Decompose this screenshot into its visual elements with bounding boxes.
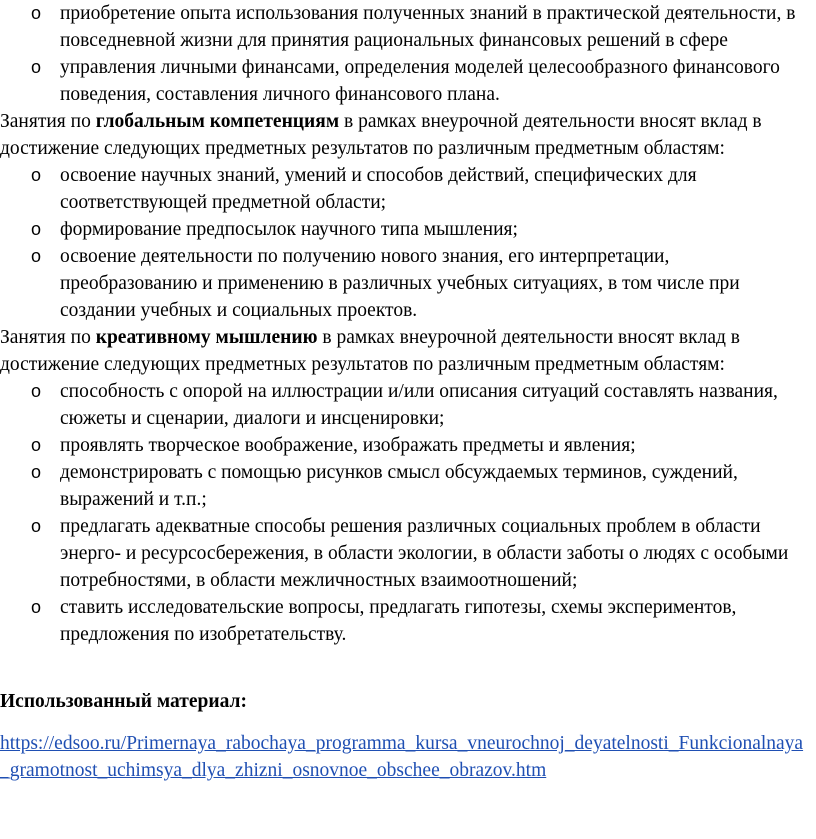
source-link[interactable]: https://edsoo.ru/Primernaya_rabochaya_programma_kursa_vneurochnoj_deyatelnosti_Funkcionalnaya_gramotnost_uchimsya_dlya_zhizni_osnovnoe_obschee_obrazov.htm: [0, 733, 804, 781]
list-item: [0, 216, 816, 243]
list-item-text: освоение научных знаний, умений и способов действий, специфических для соответствующей предметной области;: [60, 165, 697, 213]
paragraph-creative-thinking: Занятия по креативному мышлению в рамках внеурочной деятельности вносят вклад в достижение следующих предметных результатов по различным предметным областям:: [0, 327, 740, 375]
spacer: [0, 715, 816, 730]
list-item-text: ставить исследовательские вопросы, предлагать гипотезы, схемы экспериментов, предложения по изобретательству.: [60, 597, 737, 645]
list-item: [0, 162, 816, 216]
list-item: [0, 378, 816, 432]
spacer: [0, 648, 816, 688]
bullet-list-creative-thinking: [0, 378, 816, 648]
bullet-icon: o: [31, 165, 42, 185]
bullet-icon: o: [31, 597, 42, 617]
list-item-text: предлагать адекватные способы решения различных социальных проблем в области энерго- и ресурсосбережения, в области экологии, в области заботы о людях с особыми потребностями, в области межличностных взаимоотношений;: [60, 516, 789, 591]
list-item: [0, 432, 816, 459]
list-item: [0, 459, 816, 513]
list-item: [0, 0, 816, 54]
bullet-icon: o: [31, 435, 42, 455]
list-item-text: приобретение опыта использования полученных знаний в практической деятельности, в повседневной жизни для принятия рациональных финансовых решений в сфере: [60, 3, 796, 51]
bullet-icon: o: [31, 3, 42, 23]
list-item-text: проявлять творческое воображение, изображать предметы и явления;: [60, 435, 636, 456]
bullet-list-global-competencies: [0, 162, 816, 324]
list-item: [0, 54, 816, 108]
bullet-icon: o: [31, 57, 42, 77]
list-item-text: способность с опорой на иллюстрации и/или описания ситуаций составлять названия, сюжеты и сценарии, диалоги и инсценировки;: [60, 381, 778, 429]
list-item: [0, 594, 816, 648]
sources-heading: Использованный материал:: [0, 691, 247, 712]
bullet-icon: o: [31, 381, 42, 401]
list-item-text: управления личными финансами, определения моделей целесообразного финансового поведения, составления личного финансового плана.: [60, 57, 780, 105]
list-item: [0, 513, 816, 594]
list-item-text: освоение деятельности по получению нового знания, его интерпретации, преобразованию и применению в различных учебных ситуациях, в том числе при создании учебных и социальных проектов.: [60, 246, 740, 321]
list-item-text: формирование предпосылок научного типа мышления;: [60, 219, 518, 240]
bullet-icon: o: [31, 246, 42, 266]
list-item-text: демонстрировать с помощью рисунков смысл обсуждаемых терминов, суждений, выражений и т.п.;: [60, 462, 738, 510]
emphasis-creative-thinking: креативному мышлению: [95, 327, 318, 348]
paragraph-global-competencies: Занятия по глобальным компетенциям в рамках внеурочной деятельности вносят вклад в достижение следующих предметных результатов по различным предметным областям:: [0, 111, 762, 159]
bullet-icon: o: [31, 462, 42, 482]
bullet-icon: o: [31, 516, 42, 536]
bullet-icon: o: [31, 219, 42, 239]
emphasis-global-competencies: глобальным компетенциям: [95, 111, 340, 132]
bullet-list-financial: [0, 0, 816, 108]
list-item: [0, 243, 816, 324]
